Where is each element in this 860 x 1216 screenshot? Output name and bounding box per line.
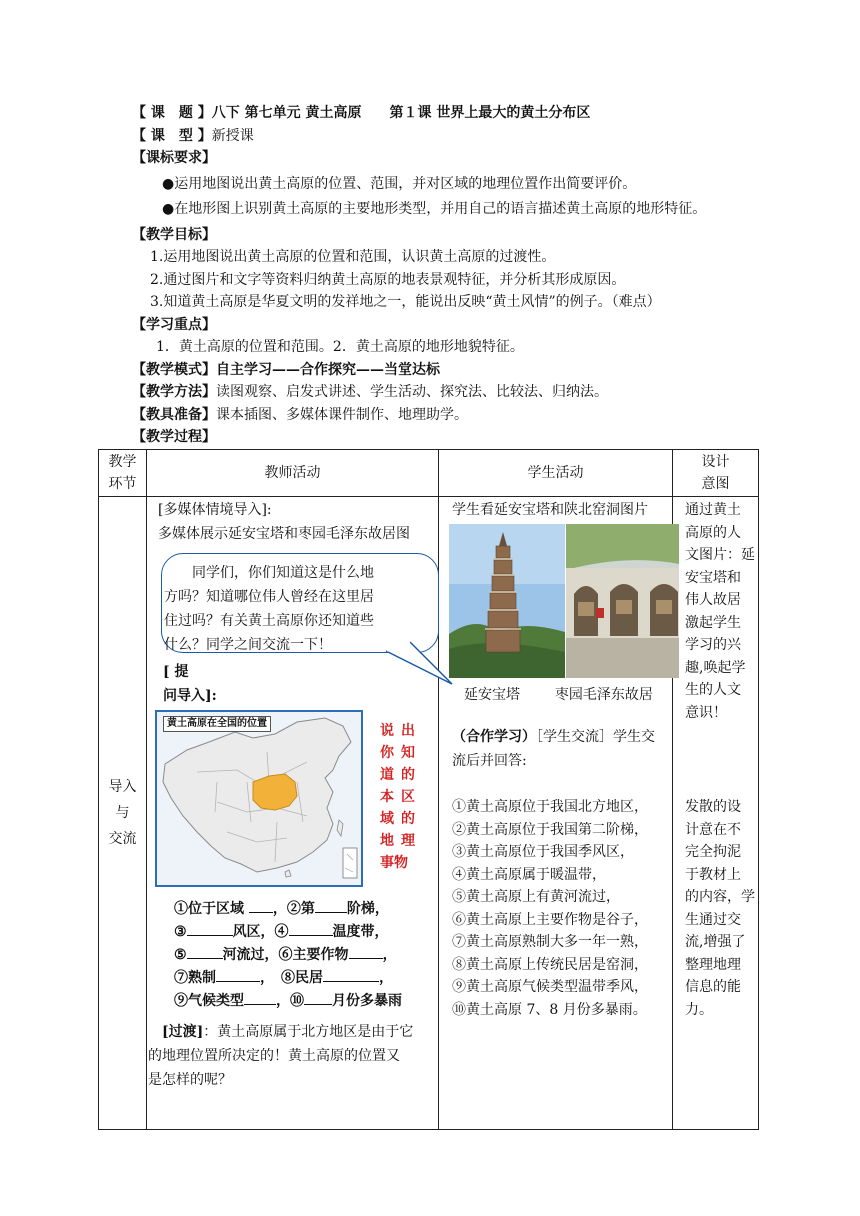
transition-block: [过渡]：黄土高原属于北方地区是由于它 的地理位置所决定的！黄土高原的位置又 是怎样的呢？ bbox=[148, 1024, 414, 1088]
header-teacher: 教师活动 bbox=[147, 450, 439, 497]
focus-text: 1．黄土高原的位置和范围。2．黄土高原的地形地貌特征。 bbox=[156, 339, 524, 355]
question-line-3: ⑤ 河流过，⑥主要作物 ， bbox=[174, 944, 397, 964]
list-item: ④黄土高原属于暖温带， bbox=[452, 866, 606, 883]
intro-text: 多媒体展示延安宝塔和枣园毛泽东故居图 bbox=[158, 526, 410, 542]
header-student: 学生活动 bbox=[439, 450, 673, 497]
blank-wind[interactable] bbox=[187, 921, 233, 936]
goal-item: 2.通过图片和文字等资料归纳黄土高原的地表景观特征，并分析其形成原因。 bbox=[150, 271, 626, 288]
intro-title: [多媒体情境导入]: bbox=[158, 502, 272, 518]
question-line-5: ⑨气候类型 ，⑩ 月份多暴雨 bbox=[174, 990, 402, 1010]
list-item: ②黄土高原位于我国第二阶梯， bbox=[452, 821, 648, 838]
list-item: ⑨黄土高原气候类型温带季风， bbox=[452, 979, 648, 995]
intro-block bbox=[158, 498, 410, 546]
blank-step[interactable] bbox=[315, 898, 347, 913]
red-prompt-col-1: 说 你 道 本 域 地 事物 bbox=[380, 723, 408, 871]
question-line-2: ③ 风区，④ 温度带， bbox=[174, 921, 389, 941]
focus-heading: 【学习重点】 bbox=[132, 316, 216, 333]
blank-river[interactable] bbox=[187, 944, 223, 959]
goal-item: 1.运用地图说出黄土高原的位置和范围，认识黄土高原的过渡性。 bbox=[150, 249, 556, 265]
residence-caption: 枣园毛泽东故居 bbox=[554, 687, 653, 703]
standard-item: ●在地形图上识别黄土高原的主要地形类型，并用自己的语言描述黄土高原的地形特征。 bbox=[162, 201, 707, 217]
type-line: 【 课 型 】新授课 bbox=[132, 127, 254, 144]
blank-dwelling[interactable] bbox=[323, 967, 379, 982]
goals-heading: 【教学目标】 bbox=[132, 226, 216, 243]
coop-block: （合作学习）［学生交流］学生交 流后并回答: bbox=[452, 729, 655, 769]
header-stage: 教学 环节 bbox=[99, 450, 147, 497]
goal-item: 3.知道黄土高原是华夏文明的发祥地之一，能说出反映“黄土风情”的例子。（难点） bbox=[150, 294, 661, 310]
china-location-map bbox=[155, 710, 363, 887]
lesson-header bbox=[132, 102, 772, 449]
list-item: ⑧黄土高原上传统民居是窑洞， bbox=[452, 956, 648, 973]
standards-heading: 【课标要求】 bbox=[132, 150, 216, 166]
cave-dwelling-photo bbox=[566, 524, 679, 678]
list-item: ⑤黄土高原上有黄河流过， bbox=[452, 889, 620, 905]
list-item: ①黄土高原位于我国北方地区， bbox=[452, 799, 648, 815]
question-intro: [ 提 问导入]: bbox=[163, 664, 217, 704]
mode-line: 【教学模式】自主学习——合作探究——当堂达标 bbox=[132, 361, 440, 378]
tools-line: 【教具准备】课本插图、多媒体课件制作、地理助学。 bbox=[132, 406, 468, 423]
photo-captions bbox=[464, 684, 653, 704]
china-map-graphic bbox=[157, 712, 361, 885]
stage-cell: 导入 与 交流 bbox=[99, 497, 147, 1130]
map-title: 黄土高原在全国的位置 bbox=[163, 716, 271, 732]
intent-part-1: 通过黄土 高原的人 文图片：延 安宝塔和 伟人故居 激起学生 学习的兴 趣,唤起学 生的人文 意识！ bbox=[685, 502, 755, 721]
student-look-text: 学生看延安宝塔和陕北窑洞图片 bbox=[452, 502, 648, 518]
blank-crop[interactable] bbox=[349, 944, 383, 959]
red-prompt-col-2: 出 知 的 区 的 理 bbox=[401, 723, 415, 849]
list-item: ③黄土高原位于我国季风区， bbox=[452, 844, 634, 860]
answer-list bbox=[452, 796, 648, 1021]
blank-harvest[interactable] bbox=[216, 967, 260, 982]
blank-month[interactable] bbox=[304, 990, 332, 1005]
list-item: ⑩黄土高原 7、8 月份多暴雨。 bbox=[452, 1001, 647, 1018]
header-intent: 设计 意图 bbox=[673, 450, 759, 497]
question-line-1: ①位于区域 ，②第 阶梯， bbox=[174, 898, 389, 918]
topic-line: 【 课 题 】八下 第七单元 黄土高原 第１课 世界上最大的黄土分布区 bbox=[132, 105, 591, 121]
method-line: 【教学方法】读图观察、启发式讲述、学生活动、探究法、比较法、归纳法。 bbox=[132, 384, 608, 400]
bubble-text: 同学们，你们知道这是什么地 方吗？知道哪位伟人曾经在这里居 住过吗？有关黄土高原你还知道些 什么？同学之间交流一下！ bbox=[164, 565, 374, 653]
process-heading: 【教学过程】 bbox=[132, 429, 216, 445]
blank-temp[interactable] bbox=[289, 921, 333, 936]
standard-item: ●运用地图说出黄土高原的位置、范围，并对区域的地理位置作出简要评价。 bbox=[162, 175, 637, 192]
blank-region[interactable] bbox=[249, 898, 273, 913]
question-line-4: ⑦熟制 ， ⑧民居 ， bbox=[174, 967, 393, 987]
pagoda-photo bbox=[449, 524, 565, 678]
list-item: ⑦黄土高原熟制大多一年一熟， bbox=[452, 934, 648, 950]
pagoda-caption: 延安宝塔 bbox=[464, 687, 520, 703]
list-item: ⑥黄土高原上主要作物是谷子， bbox=[452, 911, 648, 928]
intent-part-2: 发散的设 计意在不 完全拘泥 于教材上 的内容，学 生通过交 流,增强了 整理地理 信息的能 力。 bbox=[685, 799, 755, 1018]
blank-climate[interactable] bbox=[244, 990, 276, 1005]
